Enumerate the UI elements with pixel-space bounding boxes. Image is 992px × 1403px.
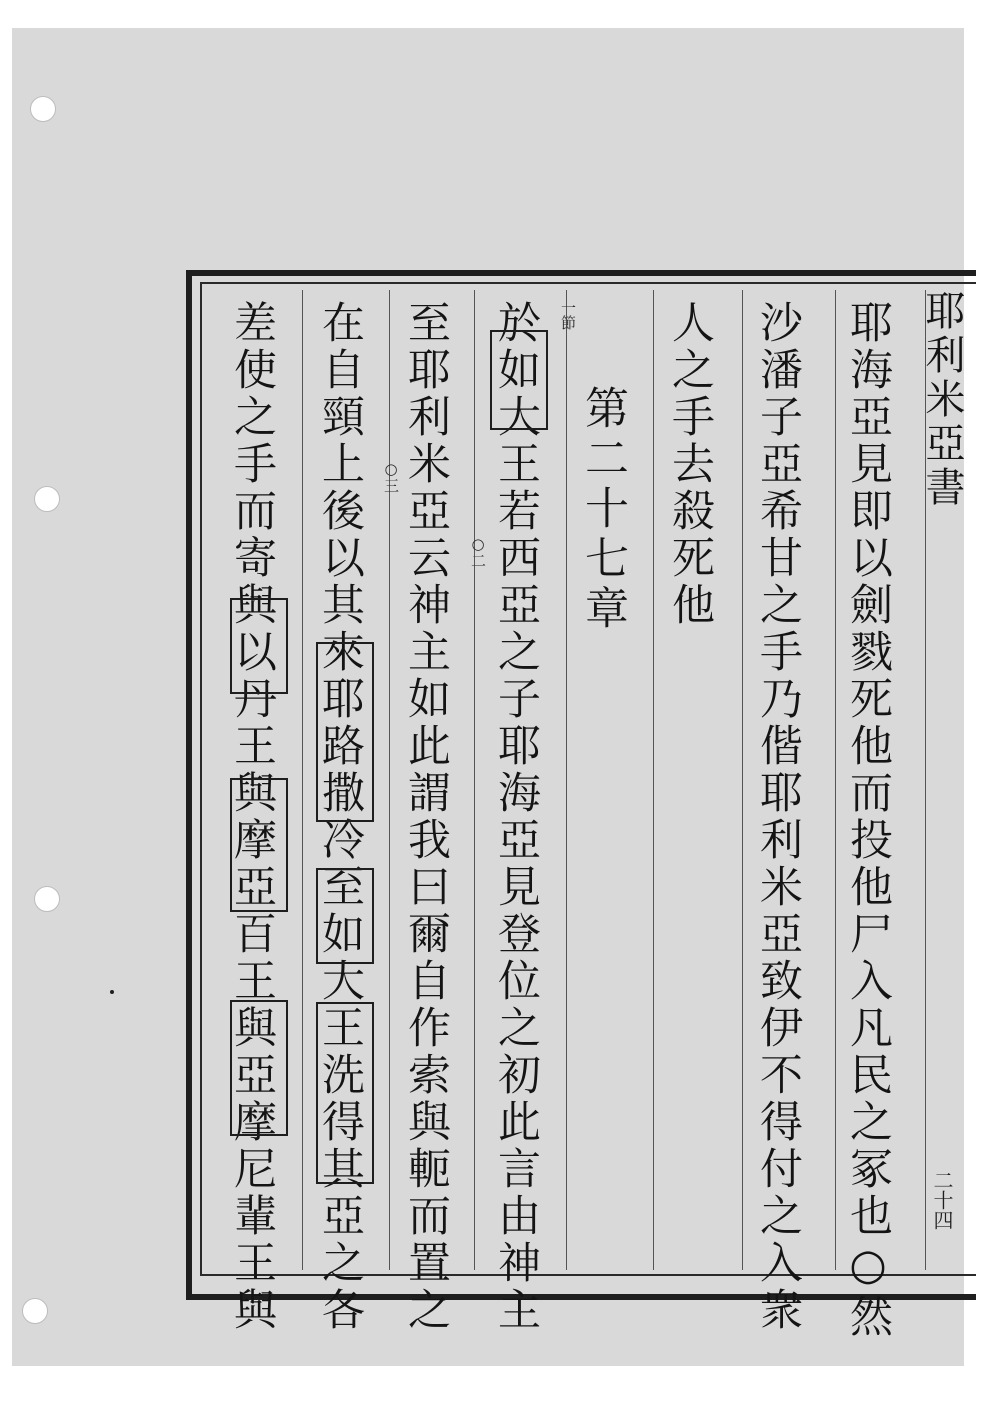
punch-hole (22, 1298, 48, 1324)
ink-speck (110, 990, 114, 994)
punch-hole (34, 886, 60, 912)
name-box (316, 642, 374, 822)
text-column-5: 於如大王若西亞之子耶海亞見登位之初此言由神主 (491, 300, 541, 1334)
column-rule (566, 290, 567, 1270)
section-note: 一節 (559, 300, 577, 330)
text-column-6: 至耶利米亞云神主如此謂我曰爾自作索與軛而置之 (401, 300, 451, 1334)
chapter-heading: 第二十七章 (577, 385, 628, 635)
punch-hole (34, 486, 60, 512)
text-column-3: 人之手去殺死他 (665, 300, 715, 629)
column-rule (835, 290, 836, 1270)
column-rule (653, 290, 654, 1270)
name-box (230, 598, 288, 694)
name-box (230, 1000, 288, 1136)
column-rule (742, 290, 743, 1270)
text-column-7: 在自頸上後以其來耶路撒冷至如大王洗得其亞之各 (315, 300, 365, 1334)
verse-note: ○三 (382, 460, 400, 493)
name-box (316, 1002, 374, 1184)
name-box (490, 330, 548, 430)
punch-hole (30, 96, 56, 122)
text-column-1: 耶海亞見即以劍戮死他而投他尸入凡民之冢也○然 (843, 300, 893, 1341)
column-rule (389, 290, 390, 1270)
column-rule (474, 290, 475, 1270)
verse-note: ○二 (469, 535, 487, 568)
column-rule (302, 290, 303, 1270)
name-box (230, 778, 288, 912)
text-column-8: 差使之手而寄與以丹王與摩亞百王與亞摩尼輩王與 (227, 300, 277, 1334)
page-number: 二十四 (930, 1170, 954, 1230)
name-box (316, 868, 374, 964)
text-column-2: 沙潘子亞希甘之手乃偕耶利米亞致伊不得付之入衆 (753, 300, 803, 1334)
running-header: 耶利米亞書 (919, 290, 965, 510)
